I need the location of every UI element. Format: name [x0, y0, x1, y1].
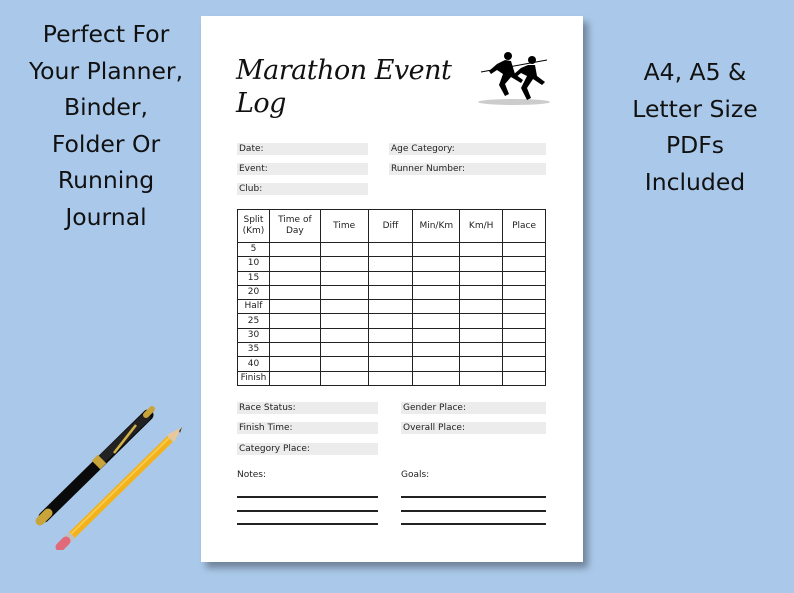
entry-cell[interactable] [368, 371, 413, 385]
right-promo-line: PDFs [665, 131, 725, 159]
entry-cell[interactable] [503, 243, 546, 257]
entry-cell[interactable] [320, 314, 368, 328]
header-line: Day [285, 226, 304, 236]
entry-cell[interactable] [503, 343, 546, 357]
entry-cell[interactable] [413, 271, 460, 285]
entry-cell[interactable] [269, 243, 320, 257]
split-cell: Half [238, 300, 270, 314]
entry-cell[interactable] [368, 328, 413, 342]
right-promo-text [604, 54, 786, 200]
goals-line[interactable] [401, 510, 546, 512]
entry-cell[interactable] [320, 328, 368, 342]
entry-cell[interactable] [269, 328, 320, 342]
col-header-diff: Diff [368, 210, 413, 243]
entry-cell[interactable] [269, 271, 320, 285]
entry-cell[interactable] [368, 343, 413, 357]
entry-cell[interactable] [269, 371, 320, 385]
entry-cell[interactable] [368, 271, 413, 285]
date-label: Date: [239, 144, 264, 154]
goals-line[interactable] [401, 523, 546, 525]
entry-cell[interactable] [503, 357, 546, 371]
entry-cell[interactable] [460, 343, 503, 357]
table-body [238, 243, 546, 386]
left-promo-line: Running [57, 166, 155, 194]
left-promo-line: Perfect For [42, 20, 170, 48]
header-line: (Km) [242, 226, 265, 236]
table-row [238, 271, 546, 285]
split-cell: 25 [238, 314, 270, 328]
entry-cell[interactable] [460, 243, 503, 257]
table-row [238, 328, 546, 342]
right-promo-line: A4, A5 & [643, 58, 747, 86]
entry-cell[interactable] [413, 257, 460, 271]
entry-cell[interactable] [503, 371, 546, 385]
category-place-field[interactable] [237, 443, 378, 455]
title-line: Log [236, 88, 286, 119]
split-cell: 40 [238, 357, 270, 371]
entry-cell[interactable] [413, 328, 460, 342]
entry-cell[interactable] [413, 285, 460, 299]
pen-icon [40, 409, 152, 521]
entry-cell[interactable] [269, 257, 320, 271]
finish-time-field[interactable] [237, 422, 378, 434]
overall-place-field[interactable] [401, 422, 546, 434]
split-cell: 15 [238, 271, 270, 285]
entry-cell[interactable] [368, 243, 413, 257]
entry-cell[interactable] [460, 357, 503, 371]
race-status-field[interactable] [237, 402, 378, 414]
col-header-time-of-day [269, 210, 320, 243]
entry-cell[interactable] [320, 243, 368, 257]
left-promo-line: Binder, [63, 93, 149, 121]
table-header-row [238, 210, 546, 243]
split-cell: 30 [238, 328, 270, 342]
table-row [238, 357, 546, 371]
event-field[interactable] [237, 163, 368, 175]
table-row [238, 314, 546, 328]
goals-line[interactable] [401, 496, 546, 498]
entry-cell[interactable] [413, 343, 460, 357]
entry-cell[interactable] [269, 343, 320, 357]
notes-line[interactable] [237, 523, 378, 525]
split-cell: 5 [238, 243, 270, 257]
entry-cell[interactable] [503, 328, 546, 342]
right-promo-line: Letter Size [632, 94, 758, 123]
entry-cell[interactable] [503, 285, 546, 299]
entry-cell[interactable] [320, 271, 368, 285]
entry-cell[interactable] [320, 357, 368, 371]
entry-cell[interactable] [320, 257, 368, 271]
entry-cell[interactable] [413, 357, 460, 371]
title-line: Marathon Event [236, 55, 452, 86]
table-row [238, 343, 546, 357]
entry-cell[interactable] [368, 314, 413, 328]
event-label: Event: [239, 164, 268, 174]
log-sheet-page [201, 16, 583, 562]
entry-cell[interactable] [503, 271, 546, 285]
split-table [237, 209, 546, 386]
entry-cell[interactable] [460, 285, 503, 299]
entry-cell[interactable] [460, 271, 503, 285]
runner-number-field[interactable] [389, 163, 546, 175]
age-category-field[interactable] [389, 143, 546, 155]
entry-cell[interactable] [460, 300, 503, 314]
pen-and-pencil-illustration [30, 405, 200, 550]
split-cell: 10 [238, 257, 270, 271]
date-field[interactable] [237, 143, 368, 155]
entry-cell[interactable] [503, 314, 546, 328]
gender-place-field[interactable] [401, 402, 546, 414]
entry-cell[interactable] [413, 243, 460, 257]
overall-place-label: Overall Place: [403, 423, 465, 433]
col-header-km-h: Km/H [460, 210, 503, 243]
entry-cell[interactable] [413, 371, 460, 385]
entry-cell[interactable] [269, 300, 320, 314]
col-header-split [238, 210, 270, 243]
entry-cell[interactable] [368, 357, 413, 371]
entry-cell[interactable] [368, 257, 413, 271]
entry-cell[interactable] [368, 300, 413, 314]
col-header-place: Place [503, 210, 546, 243]
page-title [236, 54, 451, 120]
left-promo-line: Journal [65, 202, 147, 231]
notes-line[interactable] [237, 510, 378, 512]
split-cell: Finish [238, 371, 270, 385]
category-place-label: Category Place: [239, 444, 310, 454]
col-header-min-km: Min/Km [413, 210, 460, 243]
entry-cell[interactable] [320, 300, 368, 314]
entry-cell[interactable] [460, 257, 503, 271]
age-category-label: Age Category: [391, 144, 455, 154]
entry-cell[interactable] [269, 314, 320, 328]
table-row [238, 257, 546, 271]
entry-cell[interactable] [460, 314, 503, 328]
entry-cell[interactable] [320, 371, 368, 385]
entry-cell[interactable] [320, 343, 368, 357]
table-row [238, 285, 546, 299]
notes-line[interactable] [237, 496, 378, 498]
entry-cell[interactable] [368, 285, 413, 299]
entry-cell[interactable] [320, 285, 368, 299]
race-status-label: Race Status: [239, 403, 296, 413]
entry-cell[interactable] [413, 300, 460, 314]
notes-label: Notes: [237, 470, 267, 480]
entry-cell[interactable] [460, 328, 503, 342]
gender-place-label: Gender Place: [403, 403, 466, 413]
right-promo-line: Included [644, 167, 746, 196]
entry-cell[interactable] [503, 300, 546, 314]
finish-time-label: Finish Time: [239, 423, 293, 433]
left-promo-line: Folder Or [51, 129, 161, 158]
runners-finish-line-icon [475, 50, 553, 108]
club-field[interactable] [237, 183, 368, 195]
entry-cell[interactable] [269, 285, 320, 299]
club-label: Club: [239, 184, 263, 194]
split-cell: 20 [238, 285, 270, 299]
left-promo-text [8, 16, 204, 235]
table-row [238, 300, 546, 314]
table-row [238, 243, 546, 257]
goals-label: Goals: [401, 470, 430, 480]
entry-cell[interactable] [460, 371, 503, 385]
left-promo-line: Your Planner, [28, 56, 184, 85]
header-line: Time of [278, 215, 312, 225]
col-header-time: Time [320, 210, 368, 243]
entry-cell[interactable] [413, 314, 460, 328]
runner-number-label: Runner Number: [391, 164, 466, 174]
table-row [238, 371, 546, 385]
header-line: Split [243, 215, 264, 225]
entry-cell[interactable] [503, 257, 546, 271]
entry-cell[interactable] [269, 357, 320, 371]
split-cell: 35 [238, 343, 270, 357]
